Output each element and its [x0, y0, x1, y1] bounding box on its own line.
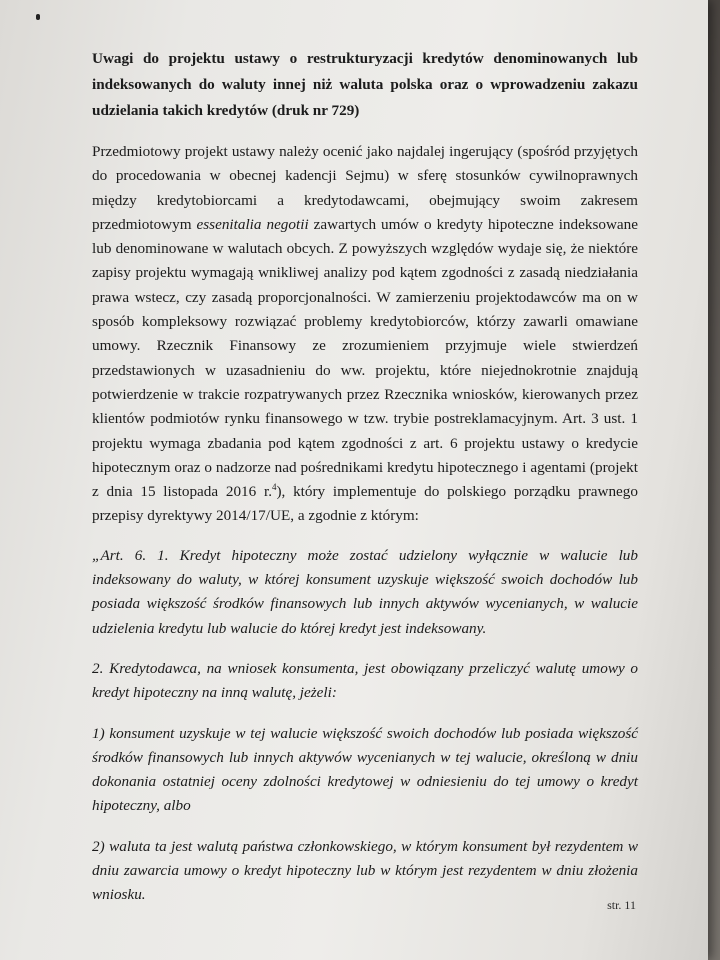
document-body [92, 46, 638, 924]
main-paragraph-part3: ), który implementuje do polskiego porządku prawnego przepisy dyrektywy 2014/17/UE, a zgodnie z którym: [92, 483, 638, 525]
quote-point-1: 1) konsument uzyskuje w tej walucie większość swoich dochodów lub posiada większość środków finansowych lub innych aktywów wycenianych w tej walucie, określoną w dniu dokonania ostatniej oceny zdolności kredytowej w odniesieniu do tej umowy o kredyt hipoteczny, albo [92, 724, 638, 815]
latin-term: essenitalia negotii [196, 215, 309, 233]
document-title: Uwagi do projektu ustawy o restrukturyzacji kredytów denominowanych lub indeksowanych do waluty innej niż waluta polska oraz o wprowadzeniu zakazu udzielania takich kredytów (druk nr 729) [92, 50, 638, 119]
punch-mark [36, 14, 40, 20]
quote-point-2: 2) waluta ta jest walutą państwa członkowskiego, w którym konsument był rezydentem w dniu zawarcia umowy o kredyt hipoteczny lub w którym jest rezydentem w dniu złożenia wniosku. [92, 837, 638, 904]
main-paragraph [92, 140, 638, 529]
quote-art-6-1: „Art. 6. 1. Kredyt hipoteczny może zostać udzielony wyłącznie w walucie lub indeksowany do waluty, w której konsument uzyskuje większość swoich dochodów lub posiada większość środków finansowych lub innych aktywów wycenianych, w walucie udzielenia kredytu lub walucie do której kredyt jest indeksowany. [92, 546, 638, 637]
footnote-marker: 4 [272, 482, 277, 493]
page-number: str. 11 [607, 898, 636, 912]
main-paragraph-part1: Przedmiotowy projekt ustawy należy ocenić jako najdalej ingerujący (spośród przyjętych do procedowania w obecnej kadencji Sejmu) w sferę stosunków cywilnoprawnych między kredytobiorcami a kredytodawcami, obejmujący swoim zakresem przedmiotowym [92, 143, 638, 233]
main-paragraph-part2: zawartych umów o kredyty hipoteczne indeksowane lub denominowane w walutach obcych. Z powyższych względów wydaje się, że niektóre zapisy projektu wymagają wnikliwej analizy pod kątem zgodności z zasadą niedziałania prawa wstecz, czy zasadą proporcjonalności. W zamierzeniu projektodawców ma on w sposób kompleksowy rozwiązać problemy kredytobiorców, którzy zawarli omawiane umowy. Rzecznik Finansowy ze zrozumieniem przyjmuje wiele stwierdzeń przedstawionych w uzasadnieniu do ww. projektu, które niejednokrotnie znajdują potwierdzenie w trakcie rozpatrywanych przez Rzecznika wniosków, kierowanych przez klientów podmiotów rynku finansowego w tzw. trybie postreklamacyjnym. Art. 3 ust. 1 projektu wymaga zbadania pod kątem zgodności z art. 6 projektu ustawy o kredycie hipotecznym oraz o nadzorze nad pośrednikami kredytu hipotecznego i agentami (projekt z dnia 15 listopada 2016 r. [92, 215, 638, 501]
quote-art-6-2: 2. Kredytodawca, na wniosek konsumenta, jest obowiązany przeliczyć walutę umowy o kredyt hipoteczny na inną walutę, jeżeli: [92, 659, 638, 702]
